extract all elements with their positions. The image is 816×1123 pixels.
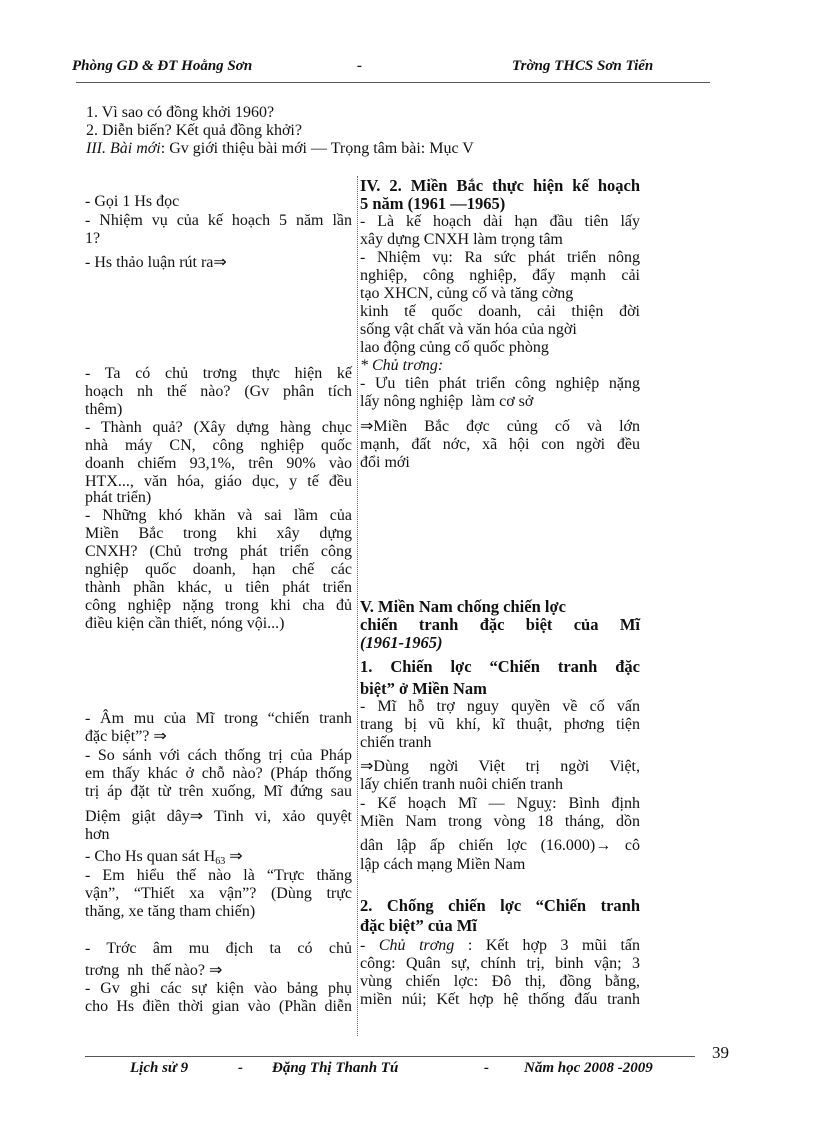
- teacher-activity-line: [85, 455, 352, 473]
- text-segment: CNXH? (Chủ trơng phát triển công: [85, 543, 352, 560]
- text-segment: doanh chiếm 93,1%, trên 90% vào: [85, 455, 352, 472]
- teacher-activity-line: [85, 507, 352, 525]
- text-segment: - Cho Hs quan sát H: [85, 848, 216, 865]
- text-segment: - Nhiệm vụ: Ra sức phát triển nông: [360, 249, 640, 266]
- lesson-content-line: [360, 973, 640, 991]
- teacher-activity-line: [85, 765, 352, 783]
- text-segment: - Kế hoạch Mĩ — Nguỵ: Bình định: [360, 795, 640, 812]
- teacher-activity-line: [85, 543, 352, 561]
- text-segment: sống vật chất và văn hóa của ngời: [360, 321, 577, 338]
- teacher-activity-line: [85, 885, 352, 903]
- teacher-activity-line: [85, 826, 352, 844]
- intro-line: [86, 140, 474, 158]
- header-department: Phòng GD & ĐT Hoằng Sơn: [72, 58, 253, 74]
- teacher-activity-line: [85, 710, 352, 728]
- text-segment: nhà máy CN, công nghiệp quốc: [85, 437, 352, 454]
- footer-school-year: Năm học 2008 -2009: [524, 1060, 653, 1076]
- text-segment: thăng, xe tăng tham chiến): [85, 903, 256, 920]
- teacher-activity-line: [85, 489, 352, 507]
- lesson-content-line: [360, 321, 640, 339]
- teacher-activity-line: [85, 867, 352, 885]
- lesson-content-line: [360, 357, 640, 375]
- lesson-content-line: [360, 267, 640, 285]
- text-segment: 2. Diễn biến? Kết quả đồng khởi?: [86, 122, 302, 139]
- text-segment: - Mĩ hỗ trợ nguy quyền về cố vấn: [360, 698, 640, 715]
- teacher-activity-line: [85, 597, 352, 615]
- text-segment: - So sánh với cách thống trị của Pháp: [85, 747, 352, 764]
- text-segment: 1. Vì sao có đồng khởi 1960?: [86, 104, 275, 121]
- footer-teacher: Đặng Thị Thanh Tú: [272, 1060, 399, 1076]
- text-segment: hoạch nh thế nào? (Gv phân tích: [85, 383, 352, 400]
- lesson-content-line: [360, 634, 640, 652]
- lesson-content-line: [360, 955, 640, 973]
- lesson-content-line: [360, 813, 640, 831]
- teacher-activity-line: [85, 962, 352, 980]
- text-segment: 2. Chống chiến lợc “Chiến tranh: [360, 896, 640, 915]
- lesson-content-line: [360, 375, 640, 393]
- text-segment: dân lập ấp chiến lợc (16.000)→ cô: [360, 837, 640, 854]
- teacher-activity-line: [85, 525, 352, 543]
- text-segment: nghiệp, công nghiệp, đẩy mạnh cải: [360, 267, 640, 284]
- intro-line: [86, 122, 302, 140]
- text-segment: em thấy khác ở chỗ nào? (Pháp thống: [85, 765, 352, 782]
- text-segment: miền núi; Kết hợp hệ thống đấu tranh: [360, 991, 640, 1008]
- text-segment: đặc biệt” của Mĩ: [360, 916, 477, 935]
- text-segment: cho Hs điền thời gian vào (Phần diễn: [85, 998, 352, 1015]
- lesson-content-line: [360, 436, 640, 454]
- text-segment: Diệm giật dây⇒ Tinh vi, xảo quyệt: [85, 808, 352, 825]
- text-segment: - Em hiểu thế nào là “Trực thăng: [85, 867, 352, 884]
- text-segment: - Ưu tiên phát triển công nghiệp nặng: [360, 375, 640, 392]
- text-segment: biệt” ở Miền Nam: [360, 679, 487, 698]
- text-segment: phát triển): [85, 489, 152, 506]
- footer-subject: Lịch sử 9: [130, 1060, 189, 1076]
- text-segment: Miền Bắc trong khi xây dựng: [85, 525, 352, 542]
- lesson-content-line: [360, 837, 640, 855]
- teacher-activity-line: [85, 728, 352, 746]
- teacher-activity-line: [85, 383, 352, 401]
- text-segment: V. Miền Nam chống chiến lợc: [360, 597, 566, 616]
- column-divider: [357, 176, 358, 1036]
- teacher-activity-line: [85, 747, 352, 765]
- lesson-content-line: [360, 454, 640, 472]
- teacher-activity-line: [85, 903, 352, 921]
- lesson-content-line: [360, 249, 640, 267]
- text-segment: trị áp đặt từ trên xuống, Mĩ đứng sau: [85, 783, 352, 800]
- text-segment: đặc biệt”? ⇒: [85, 728, 167, 745]
- lesson-content-line: [360, 734, 640, 752]
- lesson-content-line: [360, 856, 640, 874]
- text-segment: - Hs thảo luận rút ra⇒: [85, 254, 227, 271]
- text-segment: 5 năm (1961 —1965): [360, 194, 506, 213]
- text-segment: vùng chiến lợc: Đô thị, đồng bằng,: [360, 973, 640, 990]
- lesson-content-line: [360, 213, 640, 231]
- lesson-content-line: [360, 680, 640, 698]
- text-segment: - Ta có chủ trơng thực hiện kế: [85, 365, 352, 382]
- text-segment: 1. Chiến lợc “Chiến tranh đặc: [360, 657, 640, 676]
- text-segment: thành phần khác, u tiên phát triển: [85, 579, 352, 596]
- text-segment: vận”, “Thiết xa vận”? (Dùng trực: [85, 885, 352, 902]
- text-segment: - Gv ghi các sự kiện vào bảng phụ: [85, 980, 352, 997]
- teacher-activity-line: [85, 940, 352, 958]
- text-segment: lao động củng cố quốc phòng: [360, 339, 549, 356]
- lesson-content-line: [360, 339, 640, 357]
- lesson-content-line: [360, 285, 640, 303]
- lesson-content-line: [360, 658, 640, 676]
- text-segment: - Những khó khăn và sai lầm của: [85, 507, 352, 524]
- text-segment: III. Bài mới: [86, 140, 161, 157]
- teacher-activity-line: [85, 808, 352, 826]
- teacher-activity-line: [85, 193, 352, 211]
- text-segment: IV. 2. Miền Bắc thực hiện kế hoạch: [360, 176, 640, 195]
- teacher-activity-line: [85, 419, 352, 437]
- text-segment: - Âm mu của Mĩ trong “chiến tranh: [85, 710, 352, 727]
- text-segment: xây dựng CNXH làm trọng tâm: [360, 231, 563, 248]
- teacher-activity-line: [85, 615, 352, 633]
- text-segment: -: [360, 937, 379, 954]
- text-segment: - Gọi 1 Hs đọc: [85, 193, 180, 210]
- text-segment: - Trớc âm mu địch ta có chủ: [85, 940, 352, 957]
- text-segment: lấy nông nghiệp làm cơ sở: [360, 393, 534, 410]
- text-segment: trang bị vũ khí, kĩ thuật, phơng tiện: [360, 716, 640, 733]
- header-separator: -: [357, 58, 362, 74]
- lesson-content-line: [360, 758, 640, 776]
- lesson-content-line: [360, 716, 640, 734]
- header-rule: [76, 82, 710, 83]
- lesson-content-line: [360, 177, 640, 195]
- teacher-activity-line: [85, 401, 352, 419]
- text-segment: lập cách mạng Miền Nam: [360, 856, 526, 873]
- teacher-activity-line: [85, 254, 352, 272]
- lesson-content-line: [360, 776, 640, 794]
- page-number: 39: [712, 1043, 729, 1062]
- text-segment: - Nhiệm vụ của kế hoạch 5 năm lần: [85, 212, 352, 229]
- text-segment: ⇒: [225, 848, 243, 865]
- text-segment: 1?: [85, 230, 101, 247]
- text-segment: - Là kế hoạch dài hạn đầu tiên lấy: [360, 213, 640, 230]
- text-segment: ⇒Dùng ngời Việt trị ngời Việt,: [360, 758, 640, 775]
- text-segment: thêm): [85, 401, 123, 418]
- lesson-content-line: [360, 303, 640, 321]
- teacher-activity-line: [85, 998, 352, 1016]
- lesson-content-line: [360, 698, 640, 716]
- text-segment: - Thành quả? (Xây dựng hàng chục: [85, 419, 352, 436]
- footer-rule: [85, 1056, 695, 1057]
- footer-separator: -: [484, 1060, 489, 1076]
- text-segment: (1961-1965): [360, 633, 443, 652]
- text-segment: Chủ trơng: [378, 937, 455, 954]
- lesson-content-line: [360, 195, 640, 213]
- text-segment: chiến tranh: [360, 734, 432, 751]
- intro-line: [86, 104, 274, 122]
- lesson-content-line: [360, 231, 640, 249]
- text-segment: đổi mới: [360, 454, 410, 471]
- lesson-content-line: [360, 418, 640, 436]
- text-segment: mạnh, đất nớc, xã hội con ngời đều: [360, 436, 640, 453]
- header-school: Trờng THCS Sơn Tiến: [512, 58, 654, 74]
- lesson-content-line: [360, 616, 640, 634]
- teacher-activity-line: [85, 561, 352, 579]
- teacher-activity-line: [85, 437, 352, 455]
- lesson-content-line: [360, 937, 640, 955]
- text-segment: * Chủ trơng:: [360, 357, 444, 374]
- text-segment: công: Quân sự, chính trị, binh vận; 3: [360, 955, 640, 972]
- text-segment: 63: [215, 856, 226, 867]
- text-segment: nghiệp quốc doanh, hạn chế các: [85, 561, 352, 578]
- text-segment: trơng nh thế nào? ⇒: [85, 962, 223, 979]
- teacher-activity-line: [85, 212, 352, 230]
- text-segment: chiến tranh đặc biệt của Mĩ: [360, 615, 640, 634]
- teacher-activity-line: [85, 365, 352, 383]
- teacher-activity-line: [85, 230, 352, 248]
- footer-separator: -: [238, 1060, 243, 1076]
- lesson-content-line: [360, 897, 640, 915]
- lesson-content-line: [360, 393, 640, 411]
- text-segment: lấy chiến tranh nuôi chiến tranh: [360, 776, 564, 793]
- text-segment: : Kết hợp 3 mũi tấn: [454, 937, 641, 954]
- text-segment: Miền Nam trong vòng 18 tháng, dồn: [360, 813, 640, 830]
- teacher-activity-line: [85, 783, 352, 801]
- text-segment: tạo XHCN, củng cố và tăng cờng: [360, 285, 574, 302]
- lesson-content-line: [360, 991, 640, 1009]
- text-segment: ⇒Miền Bắc đợc củng cố và lớn: [360, 418, 640, 435]
- text-segment: điều kiện cần thiết, nóng vội...): [85, 615, 285, 632]
- lesson-content-line: [360, 598, 640, 616]
- text-segment: kinh tế quốc doanh, cải thiện đời: [360, 303, 640, 320]
- text-segment: công nghiệp nặng trong khi cha đủ: [85, 597, 352, 614]
- lesson-content-line: [360, 917, 640, 935]
- teacher-activity-line: [85, 980, 352, 998]
- text-segment: HTX..., văn hóa, giáo dục, y tế đều: [85, 473, 352, 490]
- teacher-activity-line: [85, 579, 352, 597]
- text-segment: : Gv giới thiệu bài mới — Trọng tâm bài: Mục V: [160, 140, 474, 157]
- text-segment: hơn: [85, 826, 110, 843]
- lesson-content-line: [360, 795, 640, 813]
